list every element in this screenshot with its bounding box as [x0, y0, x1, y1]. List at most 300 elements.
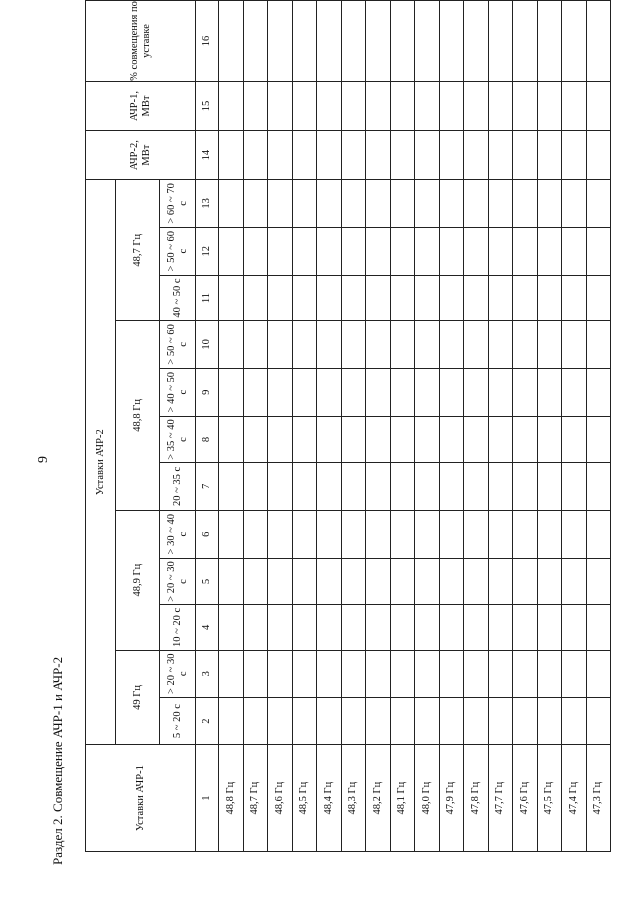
table-cell — [537, 321, 562, 368]
header-achr1: Уставки АЧР-1 — [86, 745, 196, 852]
table-cell — [341, 368, 366, 416]
table-cell — [341, 697, 366, 744]
row-label: 47,8 Гц — [464, 745, 489, 852]
column-number-cell: 9 — [196, 368, 219, 416]
table-cell — [366, 131, 391, 180]
table-cell — [513, 275, 538, 320]
column-number-cell: 2 — [196, 697, 219, 744]
table-cell — [219, 1, 244, 82]
table-cell — [537, 1, 562, 82]
table-cell — [243, 81, 268, 130]
table-cell — [317, 697, 342, 744]
row-label: 47,7 Гц — [488, 745, 513, 852]
table-cell — [390, 1, 415, 82]
table-cell — [464, 81, 489, 130]
table-cell — [366, 81, 391, 130]
row-label: 48,1 Гц — [390, 745, 415, 852]
table-cell — [390, 227, 415, 275]
column-number-cell: 10 — [196, 321, 219, 368]
table-cell — [586, 275, 611, 320]
table-cell — [537, 650, 562, 697]
table-cell — [243, 650, 268, 697]
table-cell — [317, 605, 342, 650]
table-cell — [268, 227, 293, 275]
table-cell — [415, 605, 440, 650]
table-cell — [537, 605, 562, 650]
table-row — [317, 1, 342, 852]
table-row — [562, 1, 587, 852]
table-cell — [292, 605, 317, 650]
row-label: 48,2 Гц — [366, 745, 391, 852]
table-cell — [537, 180, 562, 227]
table-cell — [488, 605, 513, 650]
table-cell — [488, 131, 513, 180]
table-cell — [366, 510, 391, 558]
table-cell — [341, 321, 366, 368]
table-cell — [317, 463, 342, 510]
row-label: 47,5 Гц — [537, 745, 562, 852]
table-cell — [219, 510, 244, 558]
table-cell — [268, 605, 293, 650]
column-number-cell: 15 — [196, 81, 219, 130]
table-cell — [562, 510, 587, 558]
table-cell — [488, 180, 513, 227]
freq-group-header: 48,8 Гц — [116, 321, 160, 510]
table-cell — [464, 275, 489, 320]
table-cell — [317, 180, 342, 227]
table-cell — [292, 321, 317, 368]
table-cell — [439, 180, 464, 227]
table-cell — [586, 510, 611, 558]
table-cell — [562, 321, 587, 368]
table-cell — [513, 1, 538, 82]
table-cell — [219, 180, 244, 227]
table-cell — [317, 275, 342, 320]
table-cell — [219, 368, 244, 416]
table-cell — [513, 416, 538, 462]
table-cell — [586, 227, 611, 275]
table-cell — [513, 321, 538, 368]
page-number: 9 — [36, 456, 51, 463]
table-cell — [243, 605, 268, 650]
table-cell — [513, 605, 538, 650]
table-cell — [562, 81, 587, 130]
column-number-cell: 7 — [196, 463, 219, 510]
table-row — [513, 1, 538, 852]
table-cell — [292, 697, 317, 744]
table-cell — [464, 368, 489, 416]
table-cell — [562, 368, 587, 416]
table-cell — [562, 697, 587, 744]
table-cell — [366, 416, 391, 462]
row-label: 48,7 Гц — [243, 745, 268, 852]
settings-table — [85, 0, 611, 852]
table-cell — [366, 1, 391, 82]
table-cell — [586, 81, 611, 130]
interval-header: > 60 ~ 70 с — [160, 180, 196, 227]
table-cell — [292, 510, 317, 558]
table-cell — [292, 650, 317, 697]
table-cell — [341, 605, 366, 650]
table-cell — [488, 416, 513, 462]
table-cell — [390, 81, 415, 130]
table-cell — [415, 697, 440, 744]
column-number-cell: 1 — [196, 745, 219, 852]
table-cell — [562, 275, 587, 320]
table-cell — [415, 227, 440, 275]
table-cell — [488, 275, 513, 320]
table-cell — [243, 321, 268, 368]
table-cell — [537, 558, 562, 604]
table-cell — [366, 558, 391, 604]
table-cell — [586, 131, 611, 180]
table-cell — [366, 368, 391, 416]
table-cell — [513, 368, 538, 416]
table-cell — [268, 650, 293, 697]
table-cell — [292, 275, 317, 320]
table-cell — [464, 180, 489, 227]
table-cell — [390, 697, 415, 744]
header-achr2: Уставки АЧР-2 — [86, 180, 116, 745]
table-cell — [219, 321, 244, 368]
table-cell — [366, 697, 391, 744]
table-cell — [268, 1, 293, 82]
table-cell — [292, 131, 317, 180]
table-cell — [292, 463, 317, 510]
freq-group-header: 48,9 Гц — [116, 510, 160, 650]
table-row — [390, 1, 415, 852]
table-cell — [586, 180, 611, 227]
table-cell — [537, 131, 562, 180]
table-cell — [537, 368, 562, 416]
table-cell — [219, 275, 244, 320]
row-label: 48,6 Гц — [268, 745, 293, 852]
table-cell — [366, 227, 391, 275]
table-cell — [415, 510, 440, 558]
table-cell — [415, 558, 440, 604]
table-cell — [464, 227, 489, 275]
table-cell — [586, 605, 611, 650]
table-cell — [341, 416, 366, 462]
table-cell — [243, 131, 268, 180]
table-cell — [292, 227, 317, 275]
table-row — [415, 1, 440, 852]
table-cell — [415, 1, 440, 82]
table-cell — [562, 558, 587, 604]
table-cell — [243, 510, 268, 558]
table-cell — [243, 227, 268, 275]
table-cell — [292, 368, 317, 416]
table-cell — [243, 697, 268, 744]
table-row — [366, 1, 391, 852]
freq-group-header: 48,7 Гц — [116, 180, 160, 321]
table-cell — [562, 227, 587, 275]
table-cell — [488, 321, 513, 368]
table-cell — [513, 650, 538, 697]
table-cell — [562, 131, 587, 180]
table-cell — [268, 463, 293, 510]
table-cell — [243, 368, 268, 416]
table-cell — [317, 131, 342, 180]
table-cell — [317, 510, 342, 558]
table-cell — [219, 131, 244, 180]
table-cell — [390, 368, 415, 416]
header-percent: % совмещения по уставке — [86, 1, 196, 82]
table-cell — [415, 650, 440, 697]
table-cell — [488, 1, 513, 82]
table-cell — [292, 81, 317, 130]
table-cell — [537, 416, 562, 462]
table-cell — [268, 368, 293, 416]
column-number-cell: 11 — [196, 275, 219, 320]
column-number-row — [196, 1, 219, 852]
table-cell — [268, 416, 293, 462]
table-cell — [366, 463, 391, 510]
table-cell — [464, 416, 489, 462]
table-cell — [390, 131, 415, 180]
table-cell — [292, 416, 317, 462]
table-cell — [562, 416, 587, 462]
table-cell — [439, 1, 464, 82]
column-number-cell: 6 — [196, 510, 219, 558]
table-cell — [464, 510, 489, 558]
table-cell — [219, 650, 244, 697]
table-cell — [317, 227, 342, 275]
table-row — [243, 1, 268, 852]
table-cell — [415, 275, 440, 320]
table-cell — [464, 321, 489, 368]
table-cell — [439, 463, 464, 510]
table-cell — [317, 81, 342, 130]
table-row — [292, 1, 317, 852]
table-cell — [464, 605, 489, 650]
table-cell — [219, 81, 244, 130]
table-cell — [439, 510, 464, 558]
table-cell — [268, 510, 293, 558]
table-cell — [464, 650, 489, 697]
table-row — [341, 1, 366, 852]
table-cell — [586, 416, 611, 462]
interval-header: > 40 ~ 50 с — [160, 368, 196, 416]
table-cell — [537, 227, 562, 275]
table-cell — [219, 416, 244, 462]
table-row — [537, 1, 562, 852]
table-cell — [415, 131, 440, 180]
table-cell — [464, 463, 489, 510]
interval-header: 20 ~ 35 с — [160, 463, 196, 510]
table-cell — [366, 605, 391, 650]
interval-header: 5 ~ 20 с — [160, 697, 196, 744]
table-cell — [390, 558, 415, 604]
table-cell — [586, 697, 611, 744]
table-cell — [341, 558, 366, 604]
table-cell — [464, 558, 489, 604]
table-cell — [268, 558, 293, 604]
row-label: 48,5 Гц — [292, 745, 317, 852]
table-cell — [439, 416, 464, 462]
table-cell — [488, 81, 513, 130]
table-cell — [341, 180, 366, 227]
table-cell — [586, 463, 611, 510]
table-cell — [439, 605, 464, 650]
interval-header: > 20 ~ 30 с — [160, 558, 196, 604]
column-number-cell: 4 — [196, 605, 219, 650]
table-cell — [366, 180, 391, 227]
table-row — [488, 1, 513, 852]
table-cell — [562, 1, 587, 82]
table-cell — [537, 697, 562, 744]
table-cell — [243, 463, 268, 510]
row-label: 47,9 Гц — [439, 745, 464, 852]
table-cell — [439, 131, 464, 180]
row-label: 48,8 Гц — [219, 745, 244, 852]
table-cell — [317, 368, 342, 416]
table-cell — [439, 275, 464, 320]
table-cell — [317, 416, 342, 462]
interval-header: > 30 ~ 40 с — [160, 510, 196, 558]
table-cell — [341, 510, 366, 558]
table-cell — [488, 510, 513, 558]
table-cell — [488, 227, 513, 275]
header-achr2-mw: АЧР-2, МВт — [86, 131, 196, 180]
table-cell — [415, 180, 440, 227]
table-cell — [390, 416, 415, 462]
table-cell — [268, 81, 293, 130]
table-cell — [488, 650, 513, 697]
table-cell — [513, 180, 538, 227]
table-cell — [439, 81, 464, 130]
table-cell — [415, 463, 440, 510]
table-cell — [464, 697, 489, 744]
table-cell — [219, 463, 244, 510]
table-cell — [537, 510, 562, 558]
section-title: Раздел 2. Совмещение АЧР-1 и АЧР-2 — [50, 656, 65, 865]
table-cell — [243, 416, 268, 462]
table-cell — [586, 1, 611, 82]
table-cell — [366, 321, 391, 368]
table-cell — [513, 131, 538, 180]
table-cell — [439, 227, 464, 275]
table-cell — [390, 275, 415, 320]
table-cell — [268, 180, 293, 227]
table-cell — [219, 558, 244, 604]
table-cell — [513, 463, 538, 510]
table-row — [268, 1, 293, 852]
table-cell — [268, 131, 293, 180]
row-label: 48,4 Гц — [317, 745, 342, 852]
table-cell — [586, 368, 611, 416]
table-row — [439, 1, 464, 852]
table-cell — [341, 131, 366, 180]
table-cell — [415, 81, 440, 130]
table-cell — [243, 275, 268, 320]
column-number-cell: 13 — [196, 180, 219, 227]
table-cell — [439, 368, 464, 416]
table-cell — [439, 558, 464, 604]
table-cell — [537, 463, 562, 510]
interval-header: > 20 ~ 30 с — [160, 650, 196, 697]
row-label: 47,4 Гц — [562, 745, 587, 852]
interval-header: 10 ~ 20 с — [160, 605, 196, 650]
table-cell — [537, 81, 562, 130]
table-cell — [268, 275, 293, 320]
table-cell — [317, 321, 342, 368]
table-cell — [341, 227, 366, 275]
table-cell — [513, 227, 538, 275]
column-number-cell: 16 — [196, 1, 219, 82]
table-cell — [292, 180, 317, 227]
table-cell — [390, 463, 415, 510]
table-cell — [488, 463, 513, 510]
table-cell — [268, 321, 293, 368]
table-cell — [513, 510, 538, 558]
row-label: 48,3 Гц — [341, 745, 366, 852]
column-number-cell: 12 — [196, 227, 219, 275]
table-cell — [341, 81, 366, 130]
table-cell — [341, 650, 366, 697]
table-cell — [586, 321, 611, 368]
table-cell — [439, 650, 464, 697]
table-cell — [464, 1, 489, 82]
table-cell — [390, 510, 415, 558]
column-number-cell: 5 — [196, 558, 219, 604]
table-cell — [537, 275, 562, 320]
table-cell — [390, 650, 415, 697]
interval-header: 40 ~ 50 с — [160, 275, 196, 320]
table-cell — [488, 368, 513, 416]
freq-group-header: 49 Гц — [116, 650, 160, 745]
table-cell — [390, 180, 415, 227]
table-cell — [513, 697, 538, 744]
row-label: 47,3 Гц — [586, 745, 611, 852]
header-achr1-mw: АЧР-1, МВт — [86, 81, 196, 130]
table-cell — [586, 650, 611, 697]
table-cell — [317, 650, 342, 697]
table-cell — [317, 558, 342, 604]
table-cell — [219, 605, 244, 650]
table-cell — [243, 558, 268, 604]
table-row — [586, 1, 611, 852]
row-label: 48,0 Гц — [415, 745, 440, 852]
table-cell — [317, 1, 342, 82]
table-cell — [243, 180, 268, 227]
column-number-cell: 8 — [196, 416, 219, 462]
table-cell — [341, 1, 366, 82]
interval-header: > 50 ~ 60 с — [160, 321, 196, 368]
table-cell — [341, 463, 366, 510]
table-cell — [366, 650, 391, 697]
interval-header: > 35 ~ 40 с — [160, 416, 196, 462]
table-cell — [562, 650, 587, 697]
table-cell — [415, 321, 440, 368]
table-cell — [219, 697, 244, 744]
table-cell — [390, 321, 415, 368]
table-cell — [390, 605, 415, 650]
table-cell — [439, 321, 464, 368]
table-cell — [513, 558, 538, 604]
column-number-cell: 3 — [196, 650, 219, 697]
interval-header: > 50 ~ 60 с — [160, 227, 196, 275]
table-cell — [562, 180, 587, 227]
table-row — [464, 1, 489, 852]
table-cell — [464, 131, 489, 180]
table-cell — [562, 605, 587, 650]
table-cell — [586, 558, 611, 604]
table-row — [219, 1, 244, 852]
table-cell — [292, 558, 317, 604]
table-cell — [513, 81, 538, 130]
table-cell — [219, 227, 244, 275]
